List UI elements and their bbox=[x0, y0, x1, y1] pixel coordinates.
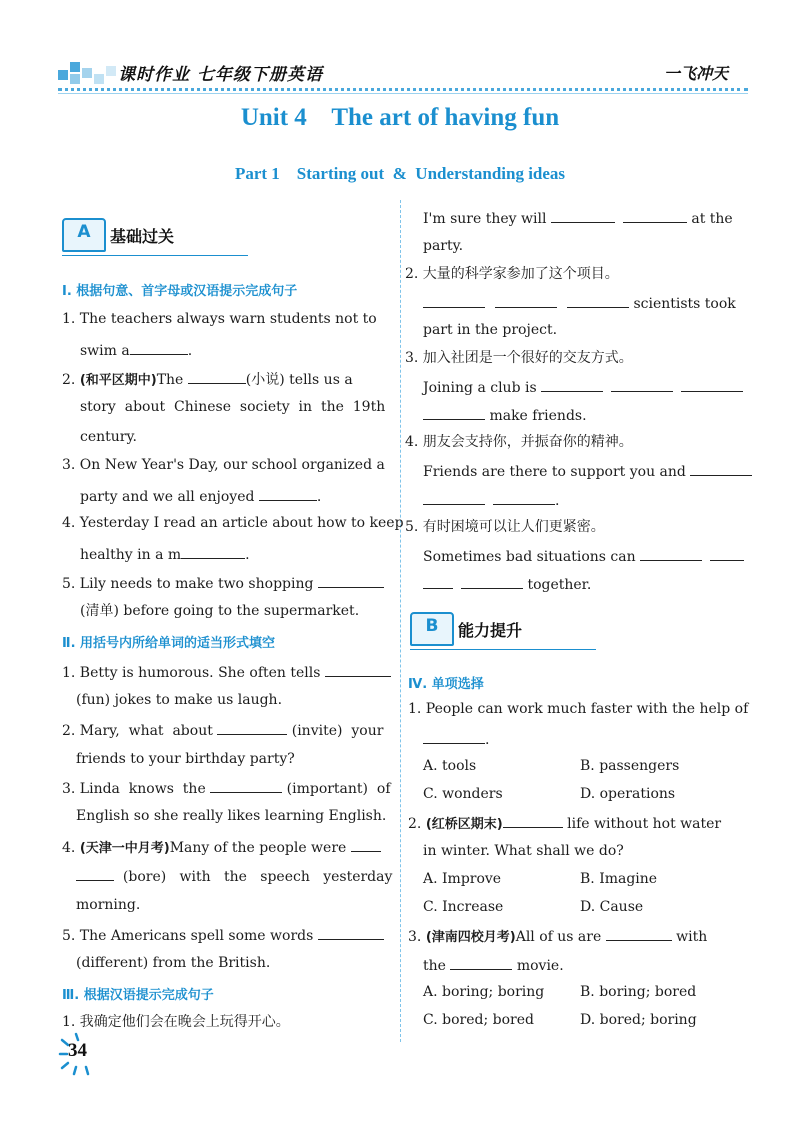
text: the bbox=[423, 958, 451, 974]
answer-blank[interactable] bbox=[217, 720, 287, 735]
question-line bbox=[62, 925, 384, 945]
question-line: morning. bbox=[76, 897, 141, 913]
option-d[interactable]: D. bored; boring bbox=[580, 1012, 697, 1028]
question-line bbox=[80, 486, 321, 506]
question-line bbox=[423, 955, 564, 975]
text: I'm sure they will bbox=[423, 211, 551, 227]
answer-blank[interactable] bbox=[423, 729, 485, 744]
header-rule-thin bbox=[58, 93, 748, 94]
text: Friends are there to support you and bbox=[423, 464, 691, 480]
question-line bbox=[62, 662, 391, 682]
question-line: English so she really likes learning English. bbox=[76, 808, 387, 824]
section-heading: Ⅲ. 根据汉语提示完成句子 bbox=[62, 988, 214, 1003]
question-line: 4. Yesterday I read an article about how to keep bbox=[62, 515, 404, 531]
text: . bbox=[187, 343, 193, 359]
source-tag: (和平区期中) bbox=[79, 373, 157, 388]
answer-blank[interactable] bbox=[551, 208, 615, 223]
header-rule bbox=[58, 88, 748, 91]
text: (invite) your bbox=[287, 723, 384, 739]
text: All of us are bbox=[515, 929, 606, 945]
option-b[interactable]: B. boring; bored bbox=[580, 984, 697, 1000]
question-line: century. bbox=[80, 429, 137, 445]
question-line: part in the project. bbox=[423, 322, 558, 338]
question-line: (different) from the British. bbox=[76, 955, 271, 971]
question-line bbox=[408, 813, 721, 834]
question-line bbox=[423, 208, 733, 228]
question-line: 4. 朋友会支持你，并振奋你的精神。 bbox=[405, 434, 633, 450]
text: 3. bbox=[408, 929, 426, 945]
text: party and we all enjoyed bbox=[80, 489, 259, 505]
question-line: in winter. What shall we do? bbox=[423, 843, 624, 859]
answer-blank[interactable] bbox=[567, 293, 629, 308]
text: Sometimes bad situations can bbox=[423, 549, 641, 565]
text: 4. bbox=[62, 840, 80, 856]
text: movie. bbox=[512, 958, 564, 974]
text: . bbox=[555, 493, 560, 509]
text: . bbox=[245, 547, 250, 563]
option-b[interactable]: B. passengers bbox=[580, 758, 680, 774]
answer-blank[interactable] bbox=[76, 866, 114, 881]
question-line bbox=[423, 293, 736, 313]
answer-blank[interactable] bbox=[495, 293, 557, 308]
question-line: party. bbox=[423, 238, 464, 254]
answer-blank[interactable] bbox=[450, 955, 512, 970]
question-line: 3. 加入社团是一个很好的交友方式。 bbox=[405, 350, 633, 366]
text: 5. Lily needs to make two shopping bbox=[62, 576, 318, 592]
answer-blank[interactable] bbox=[423, 574, 453, 589]
text: 2. Mary, what about bbox=[62, 723, 218, 739]
text: together. bbox=[523, 577, 592, 593]
answer-blank[interactable] bbox=[623, 208, 687, 223]
answer-blank[interactable] bbox=[690, 461, 752, 476]
text: 5. The Americans spell some words bbox=[62, 928, 318, 944]
text: at the bbox=[686, 211, 733, 227]
unit-title: Unit 4 The art of having fun bbox=[240, 104, 560, 131]
badge-label: 能力提升 bbox=[458, 621, 523, 640]
question-line bbox=[62, 369, 353, 390]
option-d[interactable]: D. Cause bbox=[580, 899, 644, 915]
question-line: 1. The teachers always warn students not to bbox=[62, 311, 377, 327]
badge-underline bbox=[62, 255, 248, 256]
hint-letter: m bbox=[167, 547, 182, 563]
question-line bbox=[423, 574, 591, 594]
question-line bbox=[423, 405, 587, 425]
answer-blank[interactable] bbox=[181, 544, 245, 559]
question-line bbox=[423, 461, 752, 481]
header-title: 课时作业 七年级下册英语 bbox=[118, 65, 323, 85]
answer-blank[interactable] bbox=[611, 377, 673, 392]
question-line bbox=[423, 377, 743, 397]
text: scientists took bbox=[629, 296, 736, 312]
question-line: (fun) jokes to make us laugh. bbox=[76, 692, 283, 708]
text: (important) of bbox=[282, 781, 391, 797]
option-a[interactable]: A. boring; boring bbox=[423, 984, 545, 1000]
question-line bbox=[80, 340, 192, 360]
text: Joining a club is bbox=[423, 380, 542, 396]
answer-blank[interactable] bbox=[351, 837, 381, 852]
answer-blank[interactable] bbox=[318, 573, 384, 588]
header-brand: 一飞冲天 bbox=[664, 64, 729, 83]
source-tag: (天津一中月考) bbox=[79, 841, 170, 856]
question-line bbox=[62, 778, 391, 798]
part-title: Part 1 Starting out & Understanding ideas bbox=[234, 164, 566, 183]
answer-blank[interactable] bbox=[710, 546, 744, 561]
source-tag: (红桥区期末) bbox=[425, 817, 503, 832]
answer-blank[interactable] bbox=[503, 813, 563, 828]
text: swim bbox=[80, 343, 122, 359]
text: . bbox=[485, 732, 490, 748]
hint-letter: a bbox=[121, 343, 130, 359]
answer-blank[interactable] bbox=[423, 293, 485, 308]
option-d[interactable]: D. operations bbox=[580, 786, 676, 802]
question-line: story about Chinese society in the 19th bbox=[80, 399, 386, 415]
option-b[interactable]: B. Imagine bbox=[580, 871, 658, 887]
badge-underline bbox=[410, 649, 596, 650]
text: 3. Linda knows the bbox=[62, 781, 211, 797]
option-a[interactable]: A. Improve bbox=[423, 871, 502, 887]
answer-blank[interactable] bbox=[423, 490, 485, 505]
question-line: 1. 我确定他们会在晚会上玩得开心。 bbox=[62, 1014, 290, 1030]
question-line bbox=[408, 926, 707, 947]
source-tag: (津南四校月考) bbox=[425, 930, 516, 945]
question-line bbox=[62, 837, 381, 858]
answer-blank[interactable] bbox=[606, 926, 672, 941]
text: The bbox=[156, 372, 188, 388]
badge-label: 基础过关 bbox=[110, 227, 175, 246]
answer-blank[interactable] bbox=[210, 778, 282, 793]
badge-letter: B bbox=[425, 616, 439, 636]
question-line: 5. 有时困境可以让人们更紧密。 bbox=[405, 519, 605, 535]
option-c[interactable]: C. wonders bbox=[423, 786, 503, 802]
answer-blank[interactable] bbox=[259, 486, 317, 501]
question-line bbox=[423, 490, 559, 510]
text: (小说) tells us a bbox=[245, 372, 353, 388]
answer-blank[interactable] bbox=[681, 377, 743, 392]
question-line: friends to your birthday party? bbox=[76, 751, 295, 767]
section-heading: Ⅱ. 用括号内所给单词的适当形式填空 bbox=[62, 636, 276, 651]
badge-letter: A bbox=[77, 222, 91, 242]
question-line: (清单) before going to the supermarket. bbox=[80, 603, 360, 619]
option-c[interactable]: C. bored; bored bbox=[423, 1012, 534, 1028]
text: (bore) with the speech yesterday bbox=[114, 869, 393, 885]
answer-blank[interactable] bbox=[325, 662, 391, 677]
section-heading: Ⅰ. 根据句意、首字母或汉语提示完成句子 bbox=[62, 284, 298, 299]
text: life without hot water bbox=[562, 816, 722, 832]
question-line bbox=[62, 720, 383, 740]
answer-blank[interactable] bbox=[640, 546, 702, 561]
text: 2. bbox=[62, 372, 80, 388]
page-number: 34 bbox=[68, 1040, 87, 1061]
question-line bbox=[80, 544, 250, 564]
text: with bbox=[671, 929, 708, 945]
question-line bbox=[76, 866, 392, 886]
answer-blank[interactable] bbox=[423, 405, 485, 420]
answer-blank[interactable] bbox=[493, 490, 555, 505]
answer-blank[interactable] bbox=[541, 377, 603, 392]
section-heading: Ⅳ. 单项选择 bbox=[408, 677, 484, 692]
question-line: 3. On New Year's Day, our school organized a bbox=[62, 457, 385, 473]
text: healthy in a bbox=[80, 547, 168, 563]
option-c[interactable]: C. Increase bbox=[423, 899, 504, 915]
question-line bbox=[423, 546, 744, 566]
option-a[interactable]: A. tools bbox=[423, 758, 477, 774]
answer-blank[interactable] bbox=[318, 925, 384, 940]
answer-blank[interactable] bbox=[188, 369, 246, 384]
question-line: 1. People can work much faster with the help of bbox=[408, 701, 749, 717]
question-line bbox=[62, 573, 384, 593]
question-line bbox=[423, 729, 489, 749]
question-line: 2. 大量的科学家参加了这个项目。 bbox=[405, 266, 619, 282]
text: Many of the people were bbox=[169, 840, 351, 856]
text: . bbox=[316, 489, 322, 505]
answer-blank[interactable] bbox=[130, 340, 188, 355]
text: make friends. bbox=[485, 408, 587, 424]
answer-blank[interactable] bbox=[461, 574, 523, 589]
text: 2. bbox=[408, 816, 426, 832]
text: 1. Betty is humorous. She often tells bbox=[62, 665, 325, 681]
column-divider bbox=[400, 200, 401, 1042]
